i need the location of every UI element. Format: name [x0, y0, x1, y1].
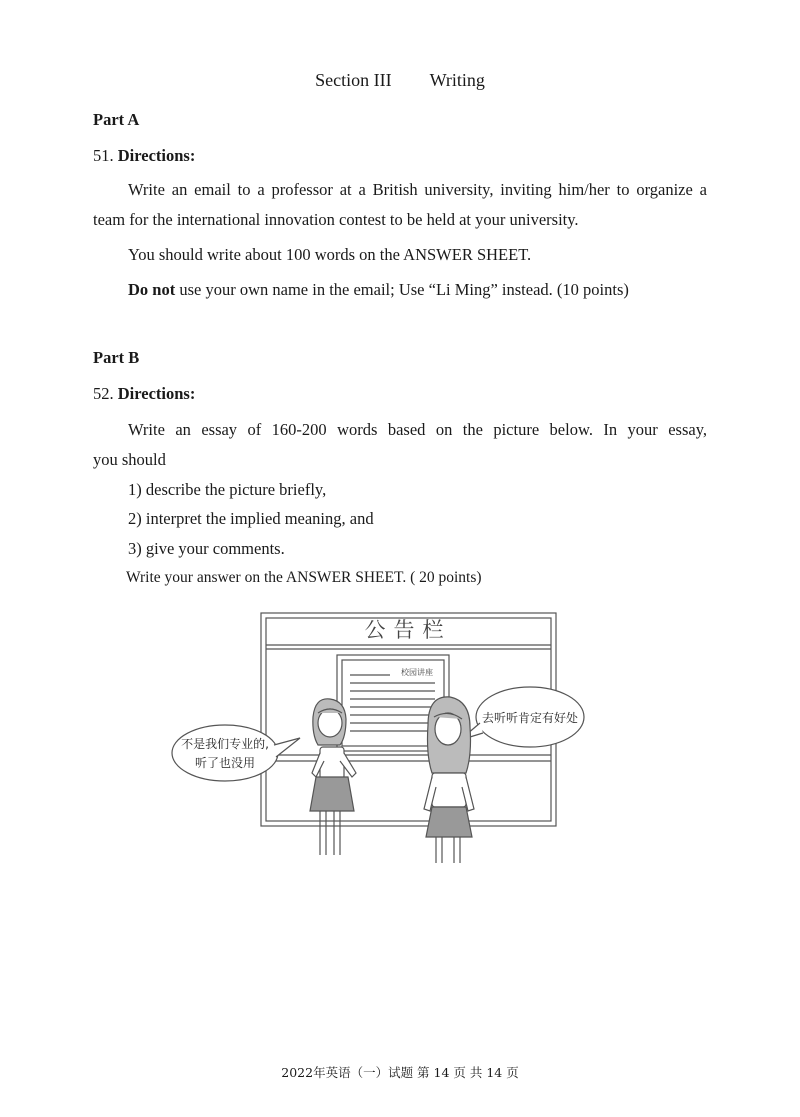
part-b-item3: 3) give your comments.: [128, 539, 285, 558]
section-number: Section III: [315, 70, 392, 90]
cartoon-illustration: [170, 605, 610, 865]
girl-right: [424, 697, 474, 863]
part-b-heading: Part B: [93, 348, 140, 367]
girl-left: [310, 699, 356, 855]
board-title: 公告栏: [364, 618, 452, 642]
part-a-para1-line2: team for the international innovation contest to be held at your university.: [93, 210, 579, 229]
speech-bubble-left: [172, 725, 278, 781]
part-a-para2: You should write about 100 words on the ANSWER SHEET.: [128, 245, 532, 264]
part-b-para1-line1: Write an essay of 160-200 words based on the picture below. In your essay,: [128, 420, 707, 439]
part-a-para3: Do not use your own name in the email; Use “Li Ming” instead. (10 points): [128, 280, 629, 299]
question-52-heading: 52. Directions:: [93, 384, 196, 403]
question-51-heading: 51. Directions:: [93, 146, 196, 165]
notice-title: 校园讲座: [401, 668, 433, 677]
bubble-left-line1: 不是我们专业的,: [181, 737, 269, 751]
part-b-item2: 2) interpret the implied meaning, and: [128, 509, 374, 528]
part-b-closing: Write your answer on the ANSWER SHEET. ( 20 points): [126, 569, 482, 586]
section-title: [0, 70, 800, 91]
part-b-para1-line2: you should: [93, 450, 166, 469]
part-b-item1: 1) describe the picture briefly,: [128, 480, 327, 499]
part-a-para1-line1: Write an email to a professor at a British university, inviting him/her to organize a: [128, 180, 707, 199]
page-footer: 2022年英语（一）试题 第 14 页 共 14 页: [281, 1065, 519, 1080]
bubble-left-line2: 听了也没用: [194, 756, 256, 770]
section-name: Writing: [429, 70, 485, 90]
bubble-right-text: 去听听肯定有好处: [481, 711, 579, 725]
part-a-heading: Part A: [93, 110, 140, 129]
